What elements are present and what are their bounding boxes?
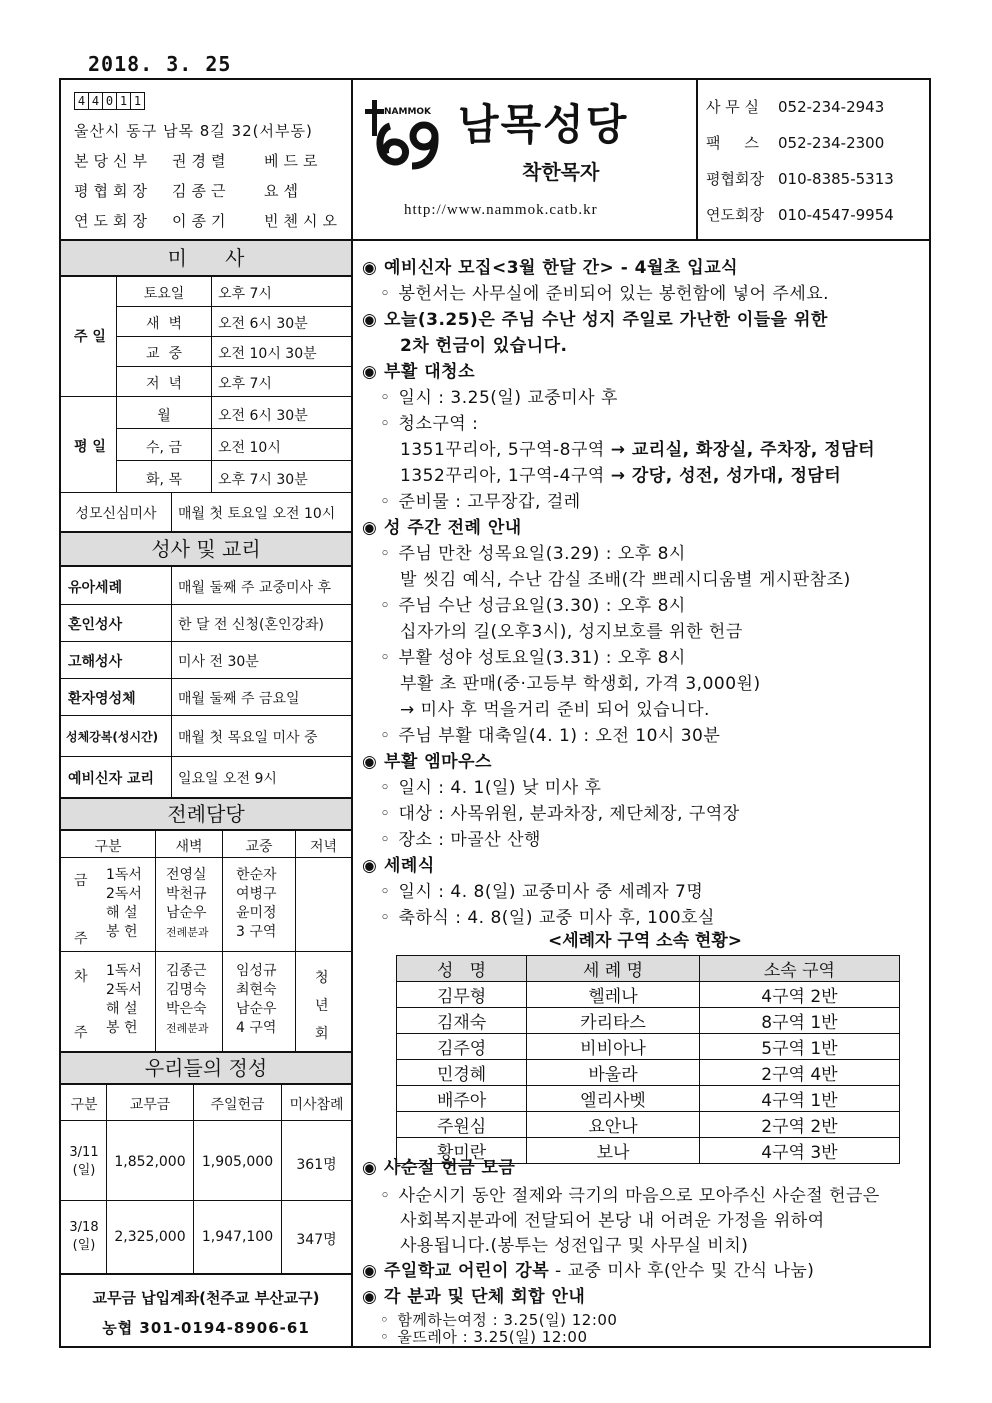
sacrament-value: 매월 첫 목요일 미사 중 bbox=[178, 730, 318, 746]
sub-bullet-icon: ◦ bbox=[380, 388, 391, 408]
sacrament-label: 혼인성사 bbox=[68, 617, 123, 633]
offering-col: 구분 bbox=[70, 1097, 98, 1113]
liturgy-col: 저녁 bbox=[309, 839, 338, 855]
liturgy-roles: 1독서 2독서 해 설 봉 헌 bbox=[106, 867, 142, 940]
church-url[interactable]: http://www.nammok.catb.kr bbox=[404, 202, 598, 218]
church-address: 울산시 동구 남목 8길 32(서부동) bbox=[74, 122, 313, 140]
offering-date: 3/11 (일) bbox=[69, 1145, 99, 1178]
mass-day: 저 녁 bbox=[146, 376, 182, 392]
table-cell: 헬레나 bbox=[527, 982, 700, 1008]
staff-row: 평협회장 김종근 요셉 bbox=[74, 182, 303, 200]
notice-heading: ◉ 부활 엠마우스 bbox=[362, 752, 492, 772]
church-subtitle: 착한목자 bbox=[522, 160, 600, 184]
sub-bullet-icon: ◦ bbox=[380, 726, 391, 746]
notice-continuation: → 미사 후 먹을거리 준비 되어 있습니다. bbox=[400, 700, 710, 720]
sacraments-heading: 성사 및 교리 bbox=[61, 533, 351, 565]
sub-bullet-icon: ◦ bbox=[380, 778, 391, 798]
offering-col: 교무금 bbox=[129, 1097, 171, 1113]
notice-continuation: 1352꾸리아, 1구역-4구역 → 강당, 성전, 성가대, 정담터 bbox=[400, 466, 842, 486]
notice-continuation: 사회복지분과에 전달되어 본당 내 어려운 가정을 위하여 bbox=[400, 1211, 825, 1231]
table-cell: 2구역 4반 bbox=[699, 1060, 899, 1086]
notice-heading: ◉ 예비신자 모집<3월 한달 간> - 4월초 입교식 bbox=[362, 258, 739, 278]
table-row bbox=[397, 1086, 900, 1112]
mass-time: 오전 6시 30분 bbox=[218, 316, 308, 332]
table-cell: 김주영 bbox=[397, 1034, 527, 1060]
account-number: 농협 301-0194-8906-61 bbox=[102, 1319, 310, 1337]
offering-heading: 우리들의 정성 bbox=[61, 1053, 351, 1083]
liturgy-heading: 전례담당 bbox=[61, 799, 351, 829]
baptism-col: 소속 구역 bbox=[699, 956, 899, 982]
special-mass-value: 매월 첫 토요일 오전 10시 bbox=[178, 506, 336, 522]
table-cell: 바울라 bbox=[527, 1060, 700, 1086]
notice-item: ◦ 청소구역 : bbox=[380, 414, 479, 434]
bullet-icon: ◉ bbox=[362, 1287, 378, 1307]
contact-row: 평협회장 010-8385-5313 bbox=[706, 170, 894, 188]
mass-day: 토요일 bbox=[143, 286, 185, 302]
account-title: 교무금 납입계좌(천주교 부산교구) bbox=[92, 1289, 320, 1307]
table-row bbox=[397, 1112, 900, 1138]
table-cell: 민경혜 bbox=[397, 1060, 527, 1086]
notice-heading: ◉ 사순절 헌금 모금 bbox=[362, 1158, 516, 1178]
liturgy-col: 새벽 bbox=[175, 839, 203, 855]
table-cell: 황미란 bbox=[397, 1138, 527, 1164]
sub-bullet-icon: ◦ bbox=[380, 908, 391, 928]
offering-attendance: 347명 bbox=[296, 1232, 337, 1248]
sub-bullet-icon: ◦ bbox=[380, 544, 391, 564]
notice-item: ◦ 일시 : 3.25(일) 교중미사 후 bbox=[380, 388, 618, 408]
notice-heading: ◉ 오늘(3.25)은 주님 수난 성지 주일로 가난한 이들을 위한 bbox=[362, 310, 828, 330]
sub-bullet-icon: ◦ bbox=[380, 1328, 390, 1346]
liturgy-week-label: 차 bbox=[74, 969, 88, 985]
notice-item: ◦ 장소 : 마골산 산행 bbox=[380, 830, 541, 850]
notice-item: ◦ 일시 : 4. 1(일) 낮 미사 후 bbox=[380, 778, 602, 798]
bullet-icon: ◉ bbox=[362, 1158, 378, 1178]
table-cell: 김재숙 bbox=[397, 1008, 527, 1034]
notice-item: ◦ 부활 성야 성토요일(3.31) : 오후 8시 bbox=[380, 648, 686, 668]
liturgy-col: 구분 bbox=[94, 839, 122, 855]
mass-heading: 미 사 bbox=[61, 241, 351, 276]
sacrament-value: 일요일 오전 9시 bbox=[178, 771, 277, 787]
sacrament-value: 매월 둘째 주 금요일 bbox=[178, 691, 300, 707]
notice-heading: ◉ 각 분과 및 단체 회합 안내 bbox=[362, 1287, 586, 1307]
bullet-icon: ◉ bbox=[362, 1261, 378, 1281]
bullet-icon: ◉ bbox=[362, 310, 378, 330]
church-logo bbox=[362, 96, 452, 174]
mass-time: 오전 10시 bbox=[218, 440, 281, 456]
staff-row: 연도회장 이종기 빈첸시오 bbox=[74, 212, 342, 230]
column-divider bbox=[351, 78, 353, 1348]
bullet-icon: ◉ bbox=[362, 518, 378, 538]
table-row bbox=[397, 982, 900, 1008]
mass-time: 오전 10시 30분 bbox=[218, 346, 317, 362]
offering-date: 3/18 (일) bbox=[69, 1220, 99, 1253]
table-cell: 카리타스 bbox=[527, 1008, 700, 1034]
notice-continuation: 십자가의 길(오후3시), 성지보호를 위한 헌금 bbox=[400, 622, 743, 642]
special-mass-label: 성모신심미사 bbox=[75, 506, 157, 522]
mass-weekday-label: 평 일 bbox=[74, 439, 106, 455]
notice-continuation: 발 씻김 예식, 수난 감실 조배(각 쁘레시디움별 게시판참조) bbox=[400, 570, 851, 590]
sub-bullet-icon: ◦ bbox=[380, 1186, 391, 1206]
table-cell: 비비아나 bbox=[527, 1034, 700, 1060]
mass-day: 수, 금 bbox=[146, 440, 182, 456]
header-divider bbox=[696, 78, 698, 240]
mass-day: 새 벽 bbox=[146, 316, 182, 332]
sub-bullet-icon: ◦ bbox=[380, 804, 391, 824]
table-cell: 4구역 3반 bbox=[699, 1138, 899, 1164]
logo-wordmark: NAMMOK bbox=[384, 107, 432, 117]
notice-item: ◦ 주님 부활 대축일(4. 1) : 오전 10시 30분 bbox=[380, 726, 721, 746]
mass-time: 오후 7시 bbox=[218, 286, 272, 302]
sub-bullet-icon: ◦ bbox=[380, 648, 391, 668]
sacrament-label: 성체강복(성시간) bbox=[66, 730, 159, 744]
sub-bullet-icon: ◦ bbox=[380, 596, 391, 616]
notice-item: ◦ 축하식 : 4. 8(일) 교중 미사 후, 100호실 bbox=[380, 908, 715, 928]
offering-col: 미사참례 bbox=[289, 1097, 344, 1113]
offering-dues: 2,325,000 bbox=[114, 1229, 186, 1245]
notice-heading: ◉ 주일학교 어린이 강복 - 교중 미사 후(안수 및 간식 나눔) bbox=[362, 1261, 815, 1281]
staff-row: 본당신부 권경렬 베드로 bbox=[74, 152, 323, 170]
sacrament-value: 한 달 전 신청(혼인강좌) bbox=[178, 617, 324, 633]
offering-sunday: 1,905,000 bbox=[201, 1154, 274, 1170]
contact-row: 사 무 실 052-234-2943 bbox=[706, 98, 885, 116]
offering-col: 주일헌금 bbox=[210, 1097, 265, 1113]
sub-bullet-icon: ◦ bbox=[380, 284, 391, 304]
liturgy-dawn: 김종근 김명숙 박은숙 전례분과 bbox=[166, 963, 209, 1035]
mass-sunday-label: 주 일 bbox=[74, 329, 106, 345]
liturgy-week-label: 주 bbox=[74, 931, 88, 947]
liturgy-main: 임성규 최현숙 남순우 4 구역 bbox=[236, 963, 277, 1036]
table-cell: 주원심 bbox=[397, 1112, 527, 1138]
liturgy-week-label: 주 bbox=[74, 1025, 88, 1041]
bullet-icon: ◉ bbox=[362, 752, 378, 772]
liturgy-week-label: 금 bbox=[74, 873, 88, 889]
sacrament-value: 미사 전 30분 bbox=[178, 654, 259, 670]
sub-bullet-icon: ◦ bbox=[380, 830, 391, 850]
baptism-col: 성 명 bbox=[397, 956, 527, 982]
notice-item: ◦ 주님 만찬 성목요일(3.29) : 오후 8시 bbox=[380, 544, 686, 564]
liturgy-roles: 1독서 2독서 해 설 봉 헌 bbox=[106, 963, 142, 1036]
notice-item: ◦ 대상 : 사목위원, 분과차장, 제단체장, 구역장 bbox=[380, 804, 740, 824]
sub-bullet-icon: ◦ bbox=[380, 414, 391, 434]
sacrament-label: 예비신자 교리 bbox=[68, 771, 155, 787]
notice-item: ◦ 준비물 : 고무장갑, 걸레 bbox=[380, 492, 581, 512]
postal-code: 4 4 0 1 1 bbox=[74, 92, 144, 110]
sacrament-label: 고해성사 bbox=[68, 654, 123, 670]
liturgy-evening: 청 년 회 bbox=[315, 970, 329, 1042]
notice-continuation: 1351꾸리아, 5구역-8구역 → 교리실, 화장실, 주차장, 정담터 bbox=[400, 440, 876, 460]
table-cell: 보나 bbox=[527, 1138, 700, 1164]
table-cell: 4구역 2반 bbox=[699, 982, 899, 1008]
notice-continuation: 2차 헌금이 있습니다. bbox=[400, 336, 568, 356]
baptism-col: 세 례 명 bbox=[527, 956, 700, 982]
bulletin-date: 2018. 3. 25 bbox=[88, 52, 232, 76]
sacrament-value: 매월 둘째 주 교중미사 후 bbox=[178, 580, 332, 596]
notice-item: ◦ 주님 수난 성금요일(3.30) : 오후 8시 bbox=[380, 596, 686, 616]
table-row bbox=[397, 1008, 900, 1034]
baptism-table-title: <세례자 구역 소속 현황> bbox=[547, 931, 743, 951]
bullet-icon: ◉ bbox=[362, 856, 378, 876]
notice-item: ◦ 일시 : 4. 8(일) 교중미사 중 세례자 7명 bbox=[380, 882, 704, 902]
table-cell: 5구역 1반 bbox=[699, 1034, 899, 1060]
contact-row: 연도회장 010-4547-9954 bbox=[706, 206, 894, 224]
liturgy-dawn: 전영실 박천규 남순우 전례분과 bbox=[166, 867, 209, 939]
mass-time: 오후 7시 30분 bbox=[218, 472, 308, 488]
sacrament-label: 유아세례 bbox=[68, 580, 123, 596]
table-cell: 김무형 bbox=[397, 982, 527, 1008]
table-cell: 배주아 bbox=[397, 1086, 527, 1112]
table-cell: 엘리사벳 bbox=[527, 1086, 700, 1112]
table-cell: 2구역 2반 bbox=[699, 1112, 899, 1138]
mass-day: 화, 목 bbox=[146, 472, 182, 488]
notice-item: ◦ 사순시기 동안 절제와 극기의 마음으로 모아주신 사순절 헌금은 bbox=[380, 1186, 880, 1206]
contact-row: 팩 스 052-234-2300 bbox=[706, 134, 885, 152]
bullet-icon: ◉ bbox=[362, 258, 378, 278]
table-cell: 8구역 1반 bbox=[699, 1008, 899, 1034]
liturgy-main: 한순자 여병구 윤미정 3 구역 bbox=[236, 867, 277, 940]
notice-heading: ◉ 세례식 bbox=[362, 856, 435, 876]
notice-heading: ◉ 부활 대청소 bbox=[362, 362, 476, 382]
notice-heading: ◉ 성 주간 전례 안내 bbox=[362, 518, 522, 538]
notice-item: ◦ 울뜨레아 : 3.25(일) 12:00 bbox=[380, 1328, 588, 1346]
table-row bbox=[397, 1034, 900, 1060]
offering-attendance: 361명 bbox=[296, 1157, 337, 1173]
mass-day: 교 중 bbox=[146, 346, 182, 362]
notice-item: ◦ 함께하는여정 : 3.25(일) 12:00 bbox=[380, 1311, 618, 1329]
table-row bbox=[397, 1060, 900, 1086]
sub-bullet-icon: ◦ bbox=[380, 1311, 390, 1329]
bullet-icon: ◉ bbox=[362, 362, 378, 382]
notice-item: ◦ 봉헌서는 사무실에 준비되어 있는 봉헌함에 넣어 주세요. bbox=[380, 284, 830, 304]
mass-time: 오전 6시 30분 bbox=[218, 408, 308, 424]
mass-time: 오후 7시 bbox=[218, 376, 272, 392]
notice-continuation: 사용됩니다.(봉투는 성전입구 및 사무실 비치) bbox=[400, 1236, 749, 1256]
liturgy-col: 교중 bbox=[245, 839, 273, 855]
sub-bullet-icon: ◦ bbox=[380, 492, 391, 512]
table-cell: 4구역 1반 bbox=[699, 1086, 899, 1112]
baptism-table bbox=[396, 955, 900, 1164]
offering-dues: 1,852,000 bbox=[114, 1154, 186, 1170]
sub-bullet-icon: ◦ bbox=[380, 882, 391, 902]
mass-day: 월 bbox=[157, 408, 171, 424]
notice-continuation: 부활 초 판매(중·고등부 학생회, 가격 3,000원) bbox=[400, 674, 761, 694]
church-title: 남목성당 bbox=[458, 100, 629, 149]
table-cell: 요안나 bbox=[527, 1112, 700, 1138]
sacrament-label: 환자영성체 bbox=[68, 691, 136, 707]
offering-sunday: 1,947,100 bbox=[201, 1229, 274, 1245]
